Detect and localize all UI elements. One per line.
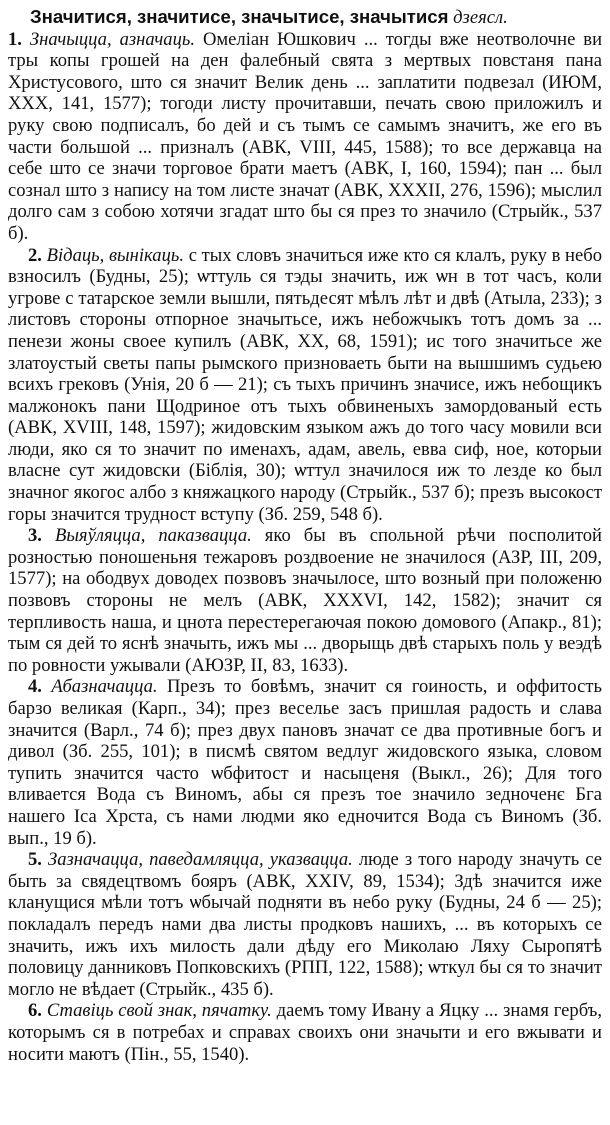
sense-1 [8,29,602,245]
sense-citations: с тых словъ значиться иже кто ся клалъ, руку в небо взносилъ (Будны, 25); ѡттуль ся тэды значить, иж ѡн в тот часъ, коли угрове с татарское земли вышли, пятьдесят мѣлъ лѣт и двѣ (Атыла, 233); з листовъ стороны отпорное значытьсе, ижъ небожчыкъ тотъ домъ за ... пенези жоны своее купилъ (АВК, XX, 68, 1591); ис того значитьсе же златоустый светы папы рымского призноваеть быти на вышшимъ судьею всихъ грековъ (Унія, 20 б — 21); съ тыхъ причинъ значисе, ижъ небощикъ малжонокъ пани Щодриное отъ тыхъ обвиненыхъ замордованый есть (АВК, XVIII, 148, 1597); жидовским языком ажъ до того часу мовили вси люди, яко ся то значит по именахъ, адам, авель, евва сиф, ное, которыи власне сут жидовски (Біблія, 30); ѡттул значилося иж то лезде ко был значног якогос албо з княжацкого народу (Стрыйк., 537 б); презъ высокост горы значится трудност вступу (Зб. 259, 548 б). [8,244,603,525]
dictionary-entry [8,6,602,1065]
sense-6 [8,1000,602,1065]
part-of-speech-tag: дзеясл. [453,7,508,28]
sense-gloss: Выяўляцца, паказвацца. [54,525,252,547]
sense-number: 1. [8,28,22,50]
sense-4 [8,676,602,849]
sense-number: 3. [28,525,42,547]
sense-5 [8,849,602,1000]
sense-citations: Презъ то бовѣмъ, значит ся гоиность, и оффитость барзо великая (Карп., 34); през веселье засъ пришлая радость и слава значится (Варл., 74 б); през двух пановъ значат се два противные богъ и дивол (Зб. 255, 101); в писмѣ святом ведлуг жидовского языка, словом тупить значится часто ѡбфитост и насыценя (Выкл., 26); Для того вливается Вода съ Виномъ, абы ся презъ тое значило зедноченє Бга нашего Іса Хрста, съ нами людми яко едночится Вода съ Виномъ (Зб. вып., 19 б). [8,676,602,849]
sense-gloss: Ставіць свой знак, пячатку. [46,1000,272,1022]
sense-citations: люде з того народу значуть се быть за свядецтвомъ бояръ (АВК, XXIV, 89, 1534); Здѣ значится иже кланущися мѣли тотъ ѡбычай подняти въ небо руку (Будны, 24 б — 25); покладалъ передъ нами два листы продковъ нашихъ, ... въ которыхъ се значить, ижъ ихъ милость дали дѣду его Миколаю Ляху Сыропятѣ половицу данниковъ Попковскихъ (РПП, 122, 1588); ѡткул бы ся то значит могло не вѣдает (Стрыйк., 435 б). [8,849,602,1000]
sense-citations: Омеліан Юшкович ... тогды вже неотволочне ви тры копы грошей на ден фалебный свята з мертвых повстаня пана Христусового, што ся значит Велик день ... заплатити подвезал (ИЮМ, XXX, 141, 1577); тогоди листу прочитавши, печать свою приложилъ и руку свою подписалъ, бо дей и съ тымъ се самымъ значитъ, же его въ части большой ... призналъ (АВК, VIII, 445, 1588); то все державца на себе што се значи торговое брати маетъ (АВК, I, 160, 1594); пан ... был сознал што з напису на том листе значат (АВК, XXXII, 276, 1596); мыслил долго сам з собою хотячи згадат што бы ся през то значило (Стрыйк., 537 б). [8,28,603,244]
sense-number: 6. [28,1000,42,1022]
sense-gloss: Зазначацца, паведамляцца, указвацца. [48,849,353,871]
sense-2 [8,245,602,526]
sense-gloss: Абазначацца. [51,676,158,698]
entry-headword [8,6,602,29]
sense-gloss: Значыцца, азначаць. [29,28,195,50]
sense-number: 4. [28,676,42,698]
sense-citations: яко бы въ спольной рѣчи посполитой розностью поношеньня тежаровъ роздвоение не значилося (АЗР, III, 209, 1577); на ободвух доводех позвовъ значылосе, што возный при положеню позвовъ стороны не мелъ (АВК, XXXVI, 142, 1582); значит ся терпливость наша, и цнота перестерегаючая покою домового (Апакр., 81); тым ся дей то яснѣ значыть, ижъ мы ... дворыщь двѣ старыхъ поль у веэдѣ по ровности ужывали (АЮЗР, II, 83, 1633). [8,525,602,676]
sense-3 [8,525,602,676]
sense-number: 2. [28,244,42,266]
headword-lemma: Значитися, значитисе, значытисе, значытися [30,6,449,27]
sense-citations: даемъ тому Ивану а Яцку ... знамя гербъ, которымъ ся в потребах и справах своихъ они значыти и его вжывати и носити маютъ (Пін., 55, 1540). [8,1000,602,1065]
sense-number: 5. [28,849,42,871]
sense-gloss: Відаць, вынікаць. [46,244,184,266]
